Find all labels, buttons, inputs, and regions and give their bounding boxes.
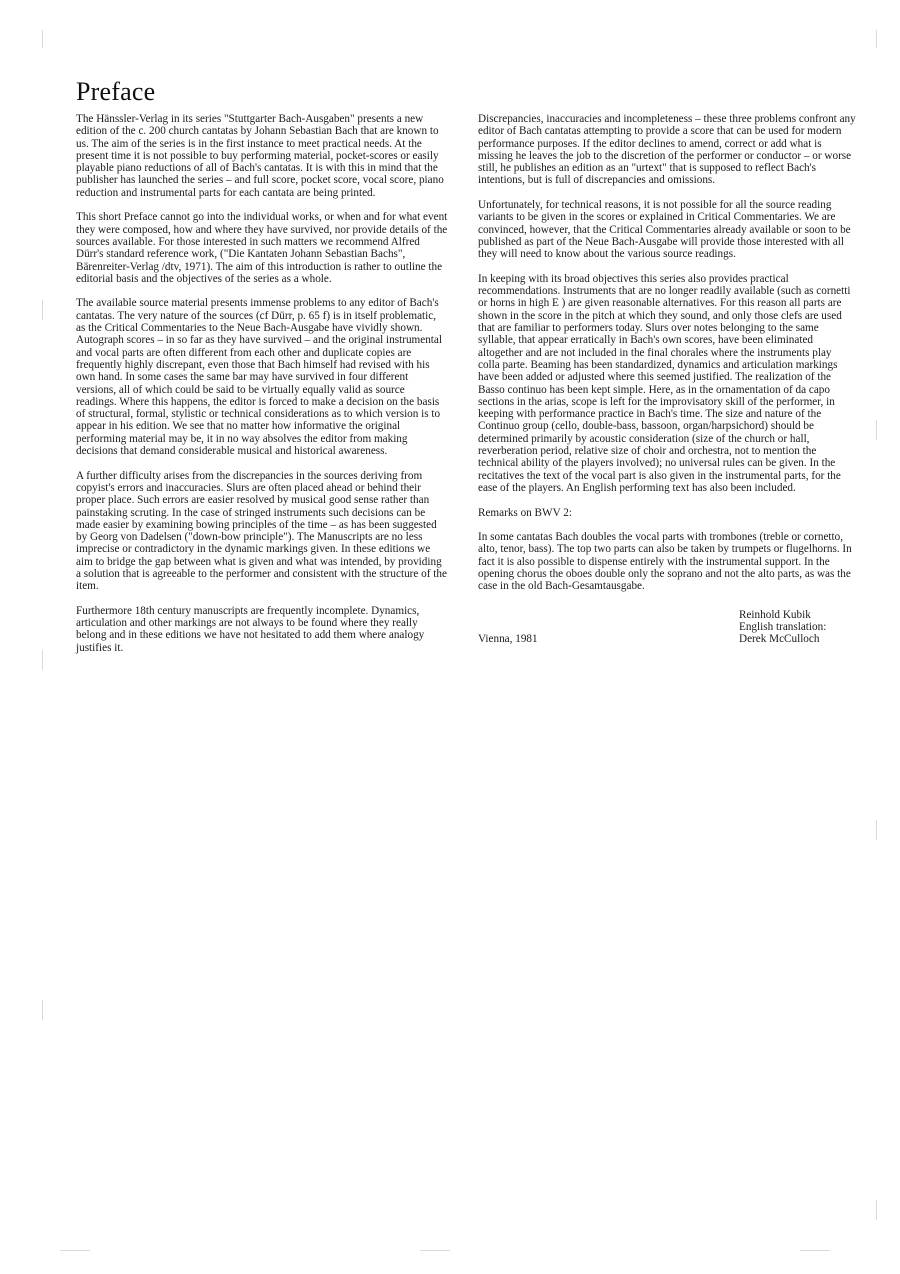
page-title: Preface <box>76 77 156 107</box>
remarks-text: In some cantatas Bach doubles the vocal parts with trombones (treble or cornetto, alto, tenor, bass). The top two parts can also be taken by trumpets or flugelhorns. In fact it is also possible to dispense entirely with the instrumental support. In the opening chorus the oboes double only the soprano and not the alto parts, as was the case in the old Bach-Gesamtausgabe. <box>478 531 852 593</box>
left-column <box>76 113 448 666</box>
paragraph: Discrepancies, inaccuracies and incompleteness – these three problems confront any editor of Bach cantatas attempting to provide a score that can be used for modern performance purposes. If the editor declines to amend, correct or add what is missing he leaves the job to the discretion of the performer or conductor – or worse still, he publishes an edition as an "urtext" that is supposed to reflect Bach's intentions, but is full of discrepancies and omissions. <box>478 113 856 187</box>
translation-label: English translation: <box>739 620 827 633</box>
paragraph: Furthermore 18th century manuscripts are frequently incomplete. Dynamics, articulation and other markings are not always to be found where they really belong and in these editions we have not hesitated to add them where analogy justifies it. <box>76 604 425 654</box>
translator-name: Derek McCulloch <box>739 633 820 646</box>
paragraph: A further difficulty arises from the discrepancies in the sources deriving from copyist's errors and inaccuracies. Slurs are often placed ahead or behind their proper place. Such errors are easier resolved by musical good sense rather than painstaking scruting. In the case of stringed instruments such decisions can be made easier by examining bowing principles of the time – as has been suggested by Georg von Dadelsen ("down-bow principle"). The Manuscripts are no less imprecise or contradictory in the dynamic markings given. In these editions we aim to bridge the gap between what is given and what was intended, by providing a solution that is agreeable to the performer and consistent with the structure of the item. <box>76 469 447 593</box>
frame-mark <box>876 1200 877 1220</box>
frame-mark <box>876 420 877 440</box>
signature <box>739 609 826 646</box>
frame-mark <box>420 1250 450 1251</box>
frame-mark <box>60 1250 90 1251</box>
paragraph: The Hänssler-Verlag in its series "Stuttgarter Bach-Ausgaben" presents a new edition of the c. 200 church cantatas by Johann Sebastian Bach that are known to us. The aim of the series is in the first instance to meet practical needs. At the present time it is not possible to buy performing material, pocket-scores or easily playable piano reductions of all of Bach's cantatas. It is with this in mind that the publisher has launched the series – and full score, pocket score, vocal score, piano reduction and instrumental parts for each cantata are being printed. <box>76 113 444 199</box>
frame-mark <box>42 30 43 48</box>
frame-mark <box>876 820 877 840</box>
right-column <box>478 113 856 649</box>
signature-block <box>478 609 856 649</box>
place-date: Vienna, 1981 <box>478 632 538 645</box>
frame-mark <box>800 1250 830 1251</box>
frame-mark <box>42 300 43 320</box>
frame-mark <box>42 1000 43 1020</box>
frame-mark <box>42 650 43 670</box>
paragraph: Unfortunately, for technical reasons, it is not possible for all the source reading variants to be given in the scores or explained in Critical Commentaries. We are convinced, however, that the Critical Commentaries already available or soon to be published as part of the Neue Bach-Ausgabe will provide those interested with all they will need to know about the various source readings. <box>478 199 851 261</box>
paragraph: This short Preface cannot go into the individual works, or when and for what event they were composed, how and where they have survived, nor provide details of the sources available. For those interested in such matters we recommend Alfred Dürr's standard reference work, ("Die Kantaten Johann Sebastian Bachs", Bärenreiter-Verlag /dtv, 1971). The aim of this introduction is rather to outline the editorial basis and the objectives of the series as a whole. <box>76 211 448 285</box>
paragraph: The available source material presents immense problems to any editor of Bach's cantatas. The very nature of the sources (cf Dürr, p. 65 f) is in itself problematic, as the Critical Commentaries to the Neue Bach-Ausgabe have vividly shown. Autograph scores – in so far as they have survived – and the original instrumental and vocal parts are often different from each other and duplicate copies are frequently highly discrepant, even those that Bach himself had revised with his own hand. In some cases the same bar may have survived in four different versions, all of which could be said to be virtually equally valid as source readings. Where this happens, the editor is forced to make a decision on the basis of structural, formal, stylistic or technical considerations as to which version is to appear in his edition. We see that no matter how informative the original performing material may be, it in no way absolves the editor from making decisions that demand considerable musical and historical awareness. <box>76 297 442 458</box>
remarks-heading: Remarks on BWV 2: <box>478 506 572 519</box>
author-name: Reinhold Kubik <box>739 608 811 621</box>
paragraph: In keeping with its broad objectives this series also provides practical recommendations. Instruments that are no longer readily available (such as cornetti or horns in high E ) are given reasonable alternatives. For this reason all parts are shown in the score in the pitch at which they sound, and only those clefs are used that are familiar to performers today. Slurs over notes belonging to the same syllable, that appear erratically in Bach's own scores, have been eliminated altogether and are not included in the final chorales where the instruments play colla parte. Beaming has been standardized, dynamics and articulation markings have been added or adjusted where this seemed justified. The realization of the Basso continuo has been kept simple. Here, as in the ornamentation of da capo sections in the arias, scope is left for the improvisatory skill of the performer, in keeping with performance practice in Bach's time. The size and nature of the Continuo group (cello, double-bass, bassoon, organ/harpsichord) should be determined primarily by acoustic consideration (size of the church or hall, reverberation period, relative size of choir and orchestra, not to mention the technical ability of the players involved); no universal rules can be given. In the recitatives the text of the vocal part is also given in the instrumental parts, for the ease of the players. An English performing text has also been included. <box>478 272 851 494</box>
frame-mark <box>876 30 877 48</box>
